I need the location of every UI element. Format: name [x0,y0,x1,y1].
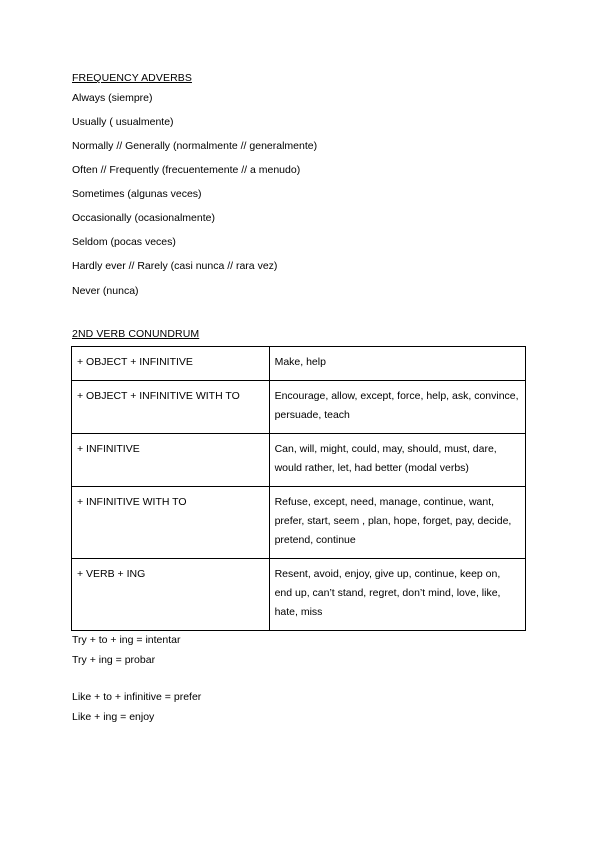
pattern-cell: + INFINITIVE [72,434,270,487]
note-like-to: Like + to + infinitive = prefer [72,691,202,703]
verb-conundrum-table [71,346,526,631]
frequency-item: Normally // Generally (normalmente // generalmente) [72,140,318,152]
frequency-item: Always (siempre) [72,92,153,104]
pattern-cell: + VERB + ING [72,559,270,631]
verbs-cell: Encourage, allow, except, force, help, ask, convince, persuade, teach [269,381,525,434]
pattern-cell: + OBJECT + INFINITIVE WITH TO [72,381,270,434]
verbs-cell: Resent, avoid, enjoy, give up, continue, keep on, end up, can’t stand, regret, don’t mind, love, like, hate, miss [269,559,525,631]
frequency-item: Sometimes (algunas veces) [72,188,202,200]
note-try-to: Try + to + ing = intentar [72,634,181,646]
frequency-item: Occasionally (ocasionalmente) [72,212,215,224]
frequency-item: Hardly ever // Rarely (casi nunca // rara vez) [72,260,278,272]
table-row [72,434,526,487]
frequency-item: Never (nunca) [72,285,139,297]
verbs-cell: Can, will, might, could, may, should, must, dare, would rather, let, had better (modal verbs) [269,434,525,487]
frequency-item: Often // Frequently (frecuentemente // a menudo) [72,164,301,176]
frequency-item: Usually ( usualmente) [72,116,174,128]
frequency-item: Seldom (pocas veces) [72,236,176,248]
frequency-adverbs-heading: FREQUENCY ADVERBS [72,72,192,84]
table-row [72,381,526,434]
verbs-cell: Refuse, except, need, manage, continue, want, prefer, start, seem , plan, hope, forget, pay, decide, pretend, continue [269,487,525,559]
table-row [72,559,526,631]
pattern-cell: + INFINITIVE WITH TO [72,487,270,559]
table-row [72,347,526,381]
verb-conundrum-heading: 2ND VERB CONUNDRUM [72,328,200,340]
table-row [72,487,526,559]
pattern-cell: + OBJECT + INFINITIVE [72,347,270,381]
verbs-cell: Make, help [269,347,525,381]
note-try-ing: Try + ing = probar [72,654,156,666]
note-like-ing: Like + ing = enjoy [72,711,155,723]
